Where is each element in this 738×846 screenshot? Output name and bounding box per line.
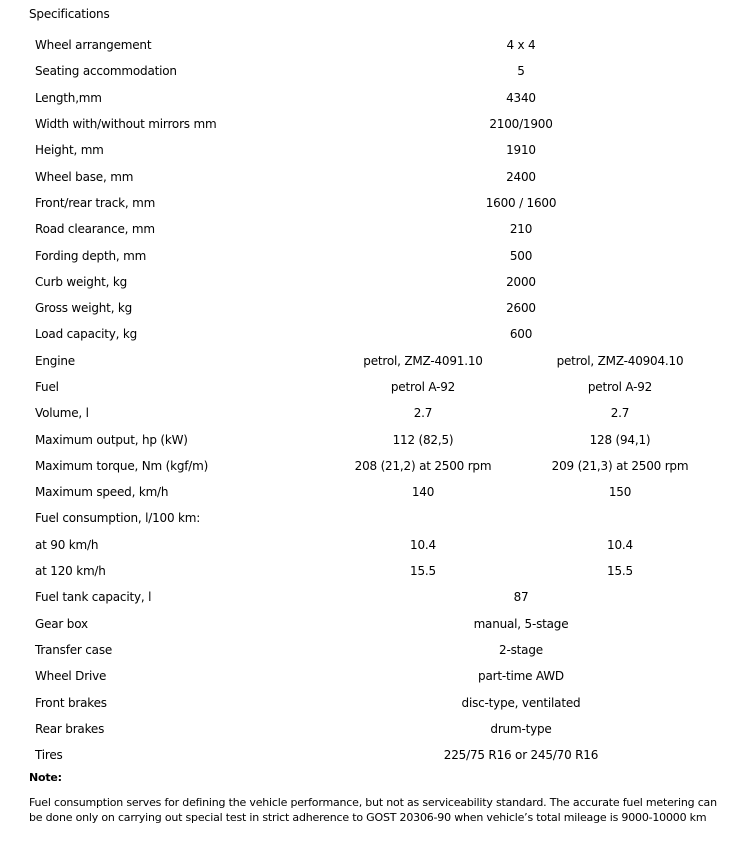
- spec-row: [31, 558, 718, 584]
- note-heading: Note:: [29, 771, 62, 784]
- spec-label: Maximum speed, km/h: [35, 485, 169, 500]
- spec-row: [31, 426, 718, 452]
- spec-label: Gross weight, kg: [35, 301, 133, 316]
- spec-value: 2000: [506, 274, 536, 289]
- spec-row: [31, 532, 718, 558]
- spec-label: Load capacity, kg: [35, 327, 138, 342]
- spec-label: Fuel consumption, l/100 km:: [35, 511, 201, 526]
- specifications-table: [31, 32, 718, 768]
- spec-row: [31, 663, 718, 689]
- spec-row: [31, 348, 718, 374]
- spec-row: [31, 689, 718, 715]
- spec-value-variant-1: 208 (21,2) at 2500 rpm: [354, 458, 492, 473]
- spec-row: [31, 32, 718, 58]
- spec-value-variant-1: petrol A-92: [390, 380, 456, 394]
- spec-label: Gear box: [35, 616, 88, 631]
- spec-value: 2400: [506, 169, 536, 184]
- spec-row: [31, 242, 718, 268]
- spec-row: [31, 190, 718, 216]
- spec-row: [31, 453, 718, 479]
- spec-label: Tires: [35, 748, 63, 763]
- spec-row: [31, 111, 718, 137]
- spec-value: 4 x 4: [506, 38, 536, 53]
- spec-value: manual, 5-stage: [473, 616, 569, 631]
- spec-label: Fuel: [35, 380, 59, 394]
- spec-value: part-time AWD: [478, 669, 564, 684]
- spec-label: Volume, l: [35, 406, 89, 421]
- spec-label: Engine: [35, 353, 75, 368]
- spec-label: at 120 km/h: [35, 564, 106, 579]
- spec-value: 4340: [506, 90, 536, 105]
- spec-row: [31, 742, 718, 768]
- spec-row: [31, 374, 718, 400]
- spec-label: Length,mm: [35, 90, 102, 105]
- spec-row: [31, 85, 718, 111]
- page-title: Specifications: [29, 7, 110, 21]
- spec-row: [31, 611, 718, 637]
- spec-label: Front/rear track, mm: [35, 195, 156, 210]
- spec-value-variant-1: 140: [411, 485, 435, 500]
- spec-value: drum-type: [490, 721, 552, 736]
- spec-value: 500: [509, 248, 533, 263]
- spec-label: Road clearance, mm: [35, 222, 155, 237]
- spec-label: Wheel Drive: [35, 669, 107, 684]
- spec-value-variant-2: 150: [608, 485, 632, 500]
- spec-value: 600: [509, 327, 533, 342]
- spec-value-variant-2: 10.4: [607, 537, 633, 552]
- spec-value: 210: [509, 222, 533, 237]
- spec-label: Fuel tank capacity, l: [35, 590, 152, 605]
- spec-value-variant-2: 15.5: [607, 564, 633, 579]
- spec-value: 5: [517, 64, 525, 79]
- spec-value: 87: [513, 590, 529, 605]
- spec-row: [31, 584, 718, 610]
- spec-row: [31, 216, 718, 242]
- spec-row: [31, 479, 718, 505]
- spec-value-variant-1: 2.7: [413, 406, 433, 421]
- spec-value: 1600 / 1600: [485, 195, 557, 210]
- spec-label: Maximum output, hp (kW): [35, 432, 188, 447]
- spec-value: 2100/1900: [489, 117, 553, 132]
- spec-row: [31, 163, 718, 189]
- spec-row: [31, 400, 718, 426]
- spec-value: 2600: [506, 301, 536, 316]
- spec-label: Curb weight, kg: [35, 274, 128, 289]
- spec-value-variant-1: 112 (82,5): [392, 432, 454, 447]
- spec-row: [31, 637, 718, 663]
- spec-value-variant-1: 10.4: [410, 537, 436, 552]
- spec-label: at 90 km/h: [35, 537, 99, 552]
- spec-label: Wheel arrangement: [35, 38, 152, 53]
- spec-label: Front brakes: [35, 695, 107, 710]
- spec-label: Height, mm: [35, 143, 104, 158]
- spec-value-variant-2: 128 (94,1): [589, 432, 651, 447]
- specifications-table-body: [31, 32, 718, 768]
- spec-row: [31, 321, 718, 347]
- spec-label: Transfer case: [35, 642, 113, 657]
- spec-row: [31, 137, 718, 163]
- spec-row: [31, 58, 718, 84]
- spec-row: [31, 269, 718, 295]
- spec-row: [31, 505, 718, 531]
- spec-label: Width with/without mirrors mm: [35, 117, 217, 132]
- spec-value-variant-1: [324, 505, 522, 531]
- spec-label: Seating accommodation: [35, 64, 177, 79]
- spec-value-variant-1: petrol, ZMZ-4091.10: [363, 353, 483, 368]
- spec-value: 2-stage: [499, 642, 543, 657]
- spec-label: Maximum torque, Nm (kgf/m): [35, 458, 209, 473]
- note-text: Fuel consumption serves for defining the vehicle performance, but not as serviceability standard. The accurate fuel metering can be done only on carrying out special test in strict adherence to GOST 20306-90 when vehicle’s total mileage is 9000-10000 km: [29, 796, 717, 824]
- spec-value: 1910: [506, 143, 536, 158]
- spec-value-variant-2: petrol A-92: [587, 380, 653, 394]
- spec-value: disc-type, ventilated: [461, 695, 581, 710]
- spec-label: Rear brakes: [35, 721, 105, 736]
- spec-label: Fording depth, mm: [35, 248, 147, 263]
- spec-value-variant-2: [522, 505, 718, 531]
- spec-value-variant-1: 15.5: [410, 564, 436, 579]
- spec-value: 225/75 R16 or 245/70 R16: [443, 748, 599, 763]
- spec-row: [31, 295, 718, 321]
- spec-value-variant-2: 2.7: [610, 406, 630, 421]
- spec-value-variant-2: 209 (21,3) at 2500 rpm: [551, 458, 689, 473]
- spec-value-variant-2: petrol, ZMZ-40904.10: [556, 353, 684, 368]
- spec-label: Wheel base, mm: [35, 169, 134, 184]
- spec-row: [31, 716, 718, 742]
